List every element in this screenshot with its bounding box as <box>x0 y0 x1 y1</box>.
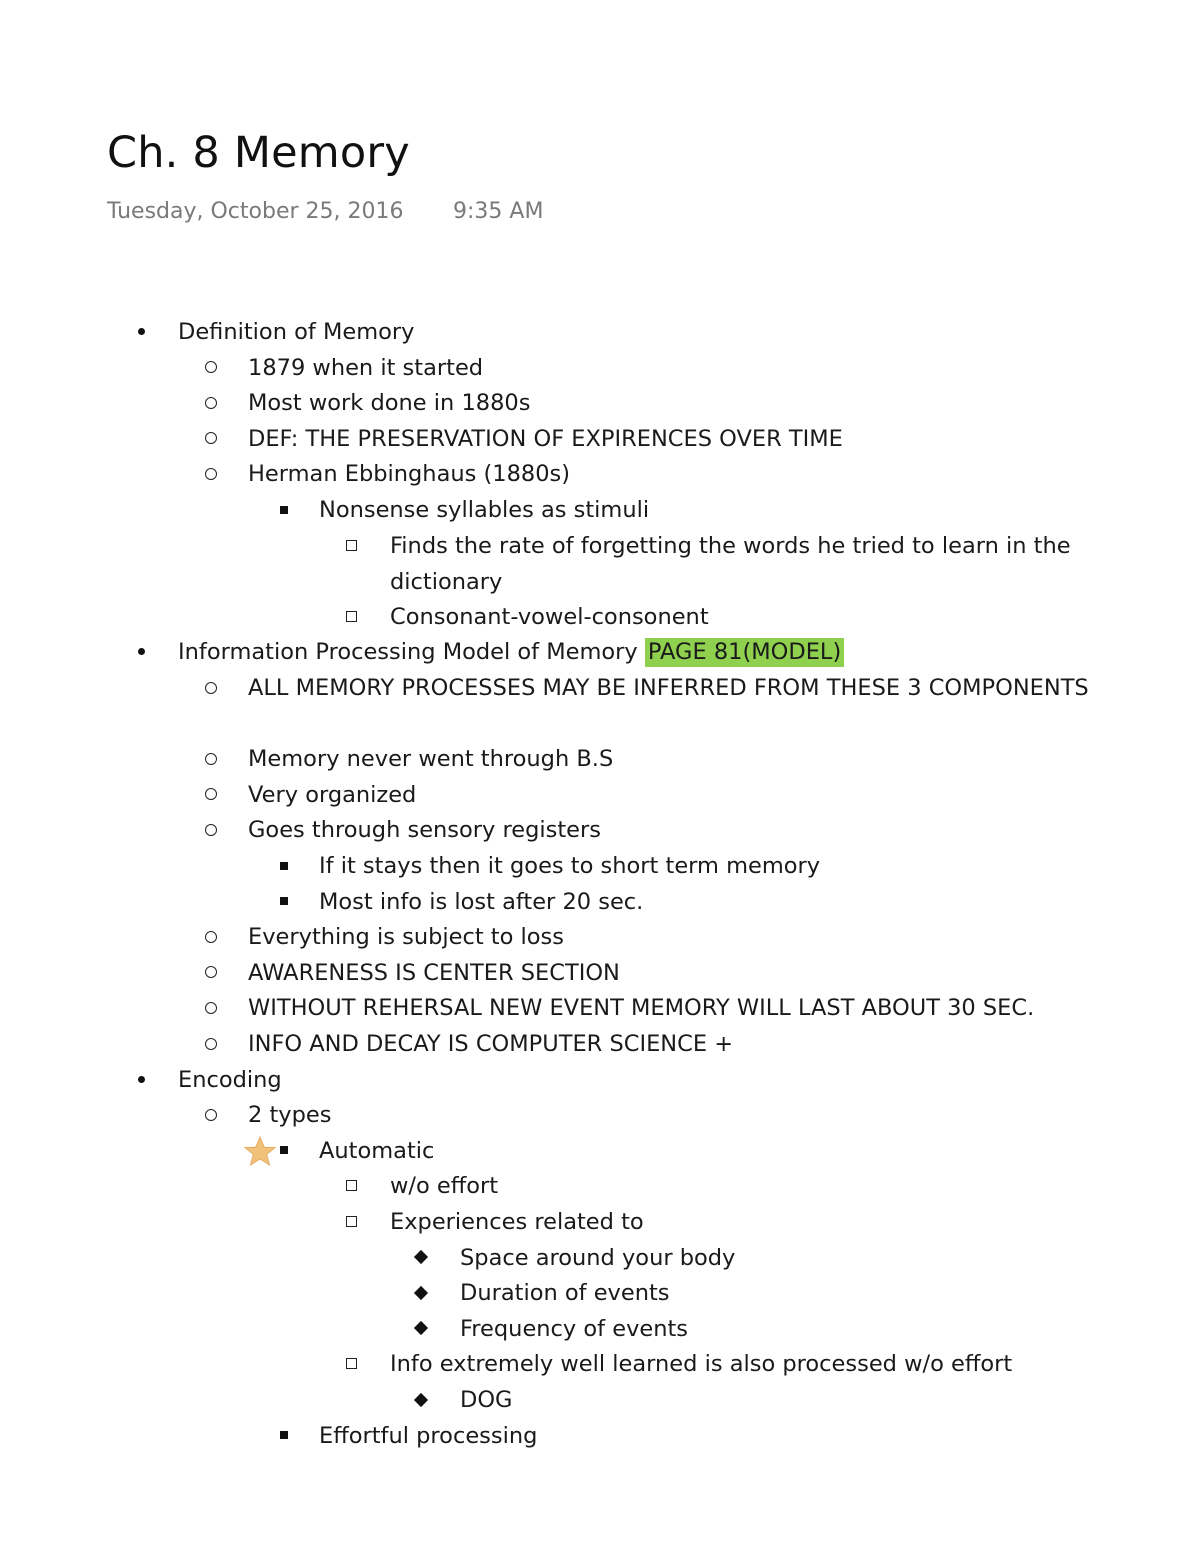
item-label: Automatic <box>319 1137 435 1164</box>
bullet-circle-icon <box>205 350 217 386</box>
list-item <box>0 634 1200 670</box>
bullet-dot-icon <box>138 634 145 670</box>
note-date: Tuesday, October 25, 2016 <box>107 199 404 224</box>
page-title: Ch. 8 Memory <box>107 128 410 178</box>
list-item <box>0 1133 1200 1169</box>
list-item <box>0 1204 1200 1240</box>
bullet-square-icon <box>280 1133 288 1169</box>
item-label: Most work done in 1880s <box>248 390 531 417</box>
bullet-circle-icon <box>205 955 217 991</box>
list-item <box>0 884 1200 920</box>
bullet-diamond-icon <box>416 1240 426 1276</box>
bullet-circle-icon <box>205 812 217 848</box>
bullet-diamond-icon <box>416 1275 426 1311</box>
list-item-text <box>248 1026 733 1062</box>
list-item-text <box>248 777 416 813</box>
list-item <box>0 1062 1200 1098</box>
bullet-box-icon <box>346 599 357 635</box>
list-item-text <box>390 1168 498 1204</box>
list-item <box>0 528 1200 599</box>
item-label: Definition of Memory <box>178 319 415 345</box>
list-item-text <box>319 884 643 920</box>
list-item-text <box>390 1204 644 1240</box>
list-item-text <box>460 1240 735 1276</box>
item-label: ALL MEMORY PROCESSES MAY BE INFERRED FROM THESE 3 COMPONENTS <box>248 675 1089 701</box>
star-icon <box>243 1135 277 1169</box>
item-label: Info extremely well learned is also processed w/o effort <box>390 1351 1013 1378</box>
note-time: 9:35 AM <box>453 199 544 224</box>
list-item-text <box>319 1133 434 1169</box>
list-item <box>0 314 1200 350</box>
bullet-circle-icon <box>205 777 217 813</box>
list-item <box>0 421 1200 457</box>
item-label: Memory never went through B.S <box>248 746 614 773</box>
item-label: Herman Ebbinghaus (1880s) <box>248 461 571 488</box>
bullet-diamond-icon <box>416 1311 426 1347</box>
bullet-circle-icon <box>205 990 217 1026</box>
list-item-text <box>178 314 414 350</box>
bullet-circle-icon <box>205 919 217 955</box>
list-item <box>0 456 1200 492</box>
list-item <box>0 777 1200 813</box>
bullet-circle-icon <box>205 421 217 457</box>
note-outline <box>0 314 1200 1449</box>
list-item <box>0 848 1200 884</box>
list-item-text <box>248 1097 331 1133</box>
item-label: DOG <box>460 1387 513 1413</box>
list-item <box>0 1168 1200 1204</box>
list-item-text <box>460 1382 512 1418</box>
item-label: Everything is subject to loss <box>248 924 564 951</box>
list-item-text <box>460 1275 670 1311</box>
item-label: Effortful processing <box>319 1422 538 1449</box>
list-item <box>0 812 1200 848</box>
list-item-text <box>248 919 564 955</box>
list-item-text <box>319 492 649 528</box>
list-item <box>0 919 1200 955</box>
list-item <box>0 1346 1200 1382</box>
list-item-text <box>319 1418 537 1454</box>
item-label: WITHOUT REHERSAL NEW EVENT MEMORY WILL LAST ABOUT 30 SEC. <box>248 995 1035 1022</box>
list-item <box>0 670 1200 741</box>
list-item <box>0 350 1200 386</box>
item-label: Most info is lost after 20 sec. <box>319 888 644 915</box>
item-label: Nonsense syllables as stimuli <box>319 497 650 523</box>
bullet-circle-icon <box>205 1097 217 1133</box>
item-label: DEF: THE PRESERVATION OF EXPIRENCES OVER TIME <box>248 425 843 452</box>
bullet-square-icon <box>280 492 288 528</box>
item-label: Consonant-vowel-consonent <box>390 603 709 630</box>
item-label: Encoding <box>178 1066 282 1093</box>
list-item-text <box>460 1311 688 1347</box>
bullet-dot-icon <box>138 314 145 350</box>
list-item-text <box>178 634 844 670</box>
item-label: Space around your body <box>460 1244 736 1271</box>
list-item <box>0 1418 1200 1454</box>
list-item-text <box>248 385 530 421</box>
list-item <box>0 1240 1200 1276</box>
bullet-box-icon <box>346 1346 357 1382</box>
bullet-circle-icon <box>205 385 217 421</box>
bullet-square-icon <box>280 884 288 920</box>
list-item-text <box>178 1062 282 1098</box>
list-item-text <box>248 456 570 492</box>
bullet-box-icon <box>346 1204 357 1240</box>
item-label: Experiences related to <box>390 1209 644 1235</box>
item-label: 2 types <box>248 1102 332 1129</box>
bullet-circle-icon <box>205 1026 217 1062</box>
item-label: AWARENESS IS CENTER SECTION <box>248 959 620 986</box>
item-label: w/o effort <box>390 1173 499 1200</box>
list-item <box>0 1097 1200 1133</box>
item-label: Frequency of events <box>460 1315 689 1342</box>
bullet-diamond-icon <box>416 1382 426 1418</box>
item-label: Finds the rate of forgetting the words he tried to learn in the dictionary <box>390 532 1071 595</box>
bullet-square-icon <box>280 1418 288 1454</box>
bullet-dot-icon <box>138 1062 145 1098</box>
list-item-text <box>248 421 843 457</box>
bullet-circle-icon <box>205 741 217 777</box>
list-item-text <box>390 528 1110 600</box>
list-item <box>0 990 1200 1026</box>
list-item <box>0 1311 1200 1347</box>
list-item-text <box>248 990 1034 1026</box>
list-item <box>0 1275 1200 1311</box>
list-item-text <box>390 1346 1012 1382</box>
item-label: Information Processing Model of Memory <box>178 639 638 666</box>
list-item <box>0 741 1200 777</box>
item-label: INFO AND DECAY IS COMPUTER SCIENCE + <box>248 1031 734 1057</box>
item-label: Goes through sensory registers <box>248 817 602 844</box>
bullet-circle-icon <box>205 670 217 706</box>
bullet-square-icon <box>280 848 288 884</box>
bullet-box-icon <box>346 1168 357 1204</box>
list-item <box>0 1382 1200 1418</box>
list-item <box>0 385 1200 421</box>
list-item-text <box>248 812 601 848</box>
list-item <box>0 599 1200 635</box>
list-item <box>0 492 1200 528</box>
list-item <box>0 1026 1200 1062</box>
bullet-circle-icon <box>205 456 217 492</box>
highlighted-text: PAGE 81(MODEL) <box>645 638 844 667</box>
item-label: Very organized <box>248 781 417 808</box>
item-label: 1879 when it started <box>248 354 484 381</box>
item-label: Duration of events <box>460 1280 670 1307</box>
list-item-text <box>390 599 709 635</box>
list-item <box>0 955 1200 991</box>
bullet-box-icon <box>346 528 357 564</box>
list-item-text <box>248 741 613 777</box>
list-item-text <box>248 350 483 386</box>
item-label: If it stays then it goes to short term memory <box>319 853 821 879</box>
list-item-text <box>248 955 620 991</box>
list-item-text <box>319 848 820 884</box>
list-item-text <box>248 670 1110 706</box>
